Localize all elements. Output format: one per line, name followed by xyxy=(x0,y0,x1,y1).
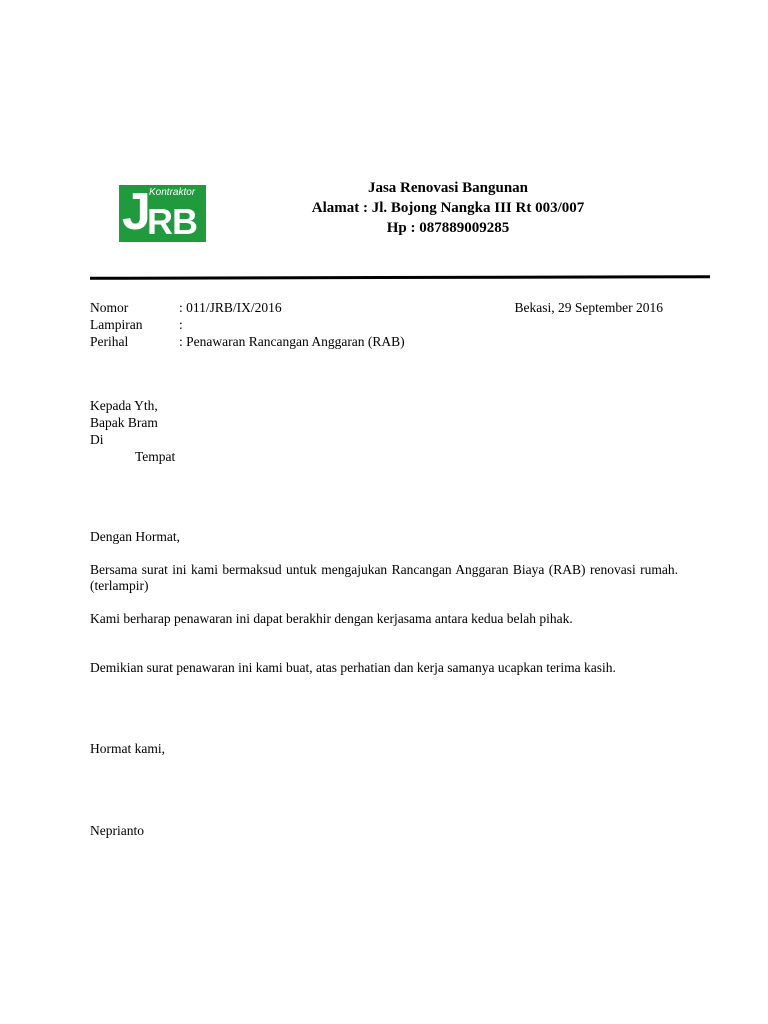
signer-name: Neprianto xyxy=(90,823,144,838)
recipient-salutation: Kepada Yth, xyxy=(90,398,158,413)
company-name: Jasa Renovasi Bangunan xyxy=(367,180,529,196)
meta-row-lampiran xyxy=(90,316,670,333)
logo-letter-j: J xyxy=(122,185,151,241)
closing: Hormat kami, xyxy=(90,741,165,756)
paragraph-3: Demikian surat penawaran ini kami buat, atas perhatian dan kerja samanya ucapkan terima kasih. xyxy=(90,660,616,675)
meta-row-nomor xyxy=(90,299,670,316)
logo-letters-rb: RB xyxy=(147,201,197,242)
meta-label: Perihal xyxy=(90,334,129,349)
company-address: Alamat : Jl. Bojong Nangka III Rt 003/007 xyxy=(311,200,585,216)
meta-label: Nomor xyxy=(90,300,129,315)
meta-value: : xyxy=(179,317,183,332)
logo-subtitle: Kontraktor xyxy=(149,187,196,198)
greeting: Dengan Hormat, xyxy=(90,529,180,544)
meta-label: Lampiran xyxy=(90,317,143,332)
letterhead xyxy=(260,178,636,238)
recipient-at: Di xyxy=(90,432,104,447)
company-logo xyxy=(119,185,206,242)
meta-value: : 011/JRB/IX/2016 xyxy=(179,300,282,315)
recipient-place: Tempat xyxy=(135,449,176,464)
recipient-name: Bapak Bram xyxy=(90,415,158,430)
recipient-block xyxy=(90,397,175,465)
letter-date: Bekasi, 29 September 2016 xyxy=(514,300,663,315)
letter-meta xyxy=(90,299,670,350)
company-phone: Hp : 087889009285 xyxy=(386,220,510,236)
letterhead-divider xyxy=(90,275,710,280)
paragraph-2: Kami berharap penawaran ini dapat berakhir dengan kerjasama antara kedua belah pihak. xyxy=(90,611,573,626)
paragraph-1: Bersama surat ini kami bermaksud untuk mengajukan Rancangan Anggaran Biaya (RAB) renovasi rumah.(terlampir) xyxy=(90,562,678,593)
meta-row-perihal xyxy=(90,333,670,350)
meta-value: : Penawaran Rancangan Anggaran (RAB) xyxy=(179,334,405,349)
